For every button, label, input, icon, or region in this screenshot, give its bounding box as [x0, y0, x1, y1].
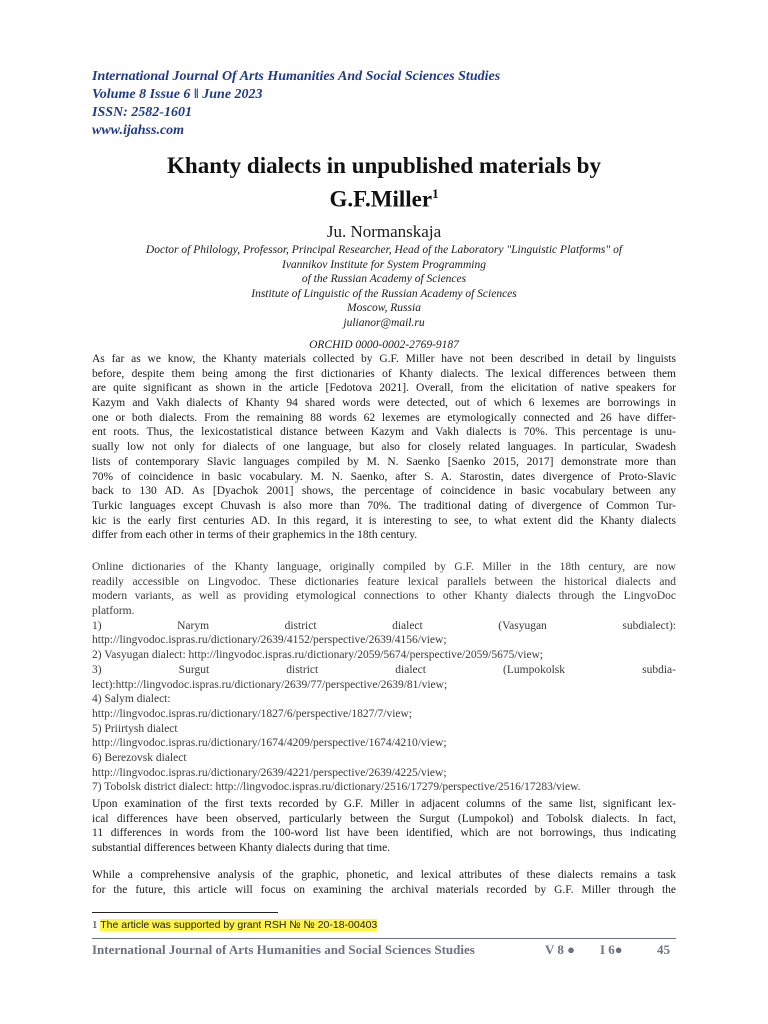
affiliation-line: Doctor of Philology, Professor, Principal Researcher, Head of the Laboratory "Linguistic Platforms" of: [145, 244, 623, 256]
journal-name: International Journal Of Arts Humanities And Social Sciences Studies: [92, 69, 501, 84]
text-line: 11 differences in words from the 100-word list have been identified, which are not borrowings, thus indicating: [92, 827, 676, 840]
footnote-text: The article was supported by grant RSH № № 20-18-00403: [100, 919, 378, 931]
text-line: before, despite them being among the first dictionaries of Khanty dialects. The lexical differences between them: [92, 367, 676, 380]
paragraph-online-dictionaries: [92, 560, 676, 795]
dictionary-link[interactable]: http://lingvodoc.ispras.ru/dictionary/2639/4221/perspective/2639/4225/view;: [92, 766, 447, 779]
text-line: one or both dialects. From the remaining 88 words 62 lexemes are etymologically connected and 26 have differ-: [92, 411, 676, 424]
title-line-2: [92, 180, 676, 214]
text-line: platform.: [92, 605, 135, 618]
author-email[interactable]: julianor@mail.ru: [343, 316, 425, 329]
text-line: substantial differences between Khanty dialects during that time.: [92, 842, 391, 855]
affiliation-line: of the Russian Academy of Sciences: [301, 273, 467, 286]
text-line: kic is the early first centuries AD. In this regard, it is interesting to see, to what extent did the Khanty dialects: [92, 514, 676, 527]
page-footer: [92, 938, 676, 959]
journal-volume: Volume 8 Issue 6 ǁ June 2023: [92, 87, 263, 102]
dictionary-list-item: 1) Narym district dialect (Vasyugan subdialect):: [92, 619, 676, 632]
journal-website[interactable]: www.ijahss.com: [92, 123, 185, 138]
dictionary-list-item[interactable]: 2) Vasyugan dialect: http://lingvodoc.ispras.ru/dictionary/2059/5674/perspective/2059/5675/view;: [92, 649, 544, 662]
title-line-2-text: G.F.Miller: [329, 186, 433, 212]
dictionary-link[interactable]: http://lingvodoc.ispras.ru/dictionary/2639/4152/perspective/2639/4156/view;: [92, 634, 447, 647]
text-line: readily accessible on Lingvodoc. These dictionaries feature lexical parallels between the historical dialects and: [92, 575, 676, 588]
dictionary-list-item[interactable]: 7) Tobolsk district dialect: http://lingvodoc.ispras.ru/dictionary/2516/17279/perspective/2516/17283/view.: [92, 781, 581, 794]
dictionary-list-item: 4) Salym dialect:: [92, 693, 171, 706]
dictionary-link[interactable]: http://lingvodoc.ispras.ru/dictionary/1674/4209/perspective/1674/4210/view;: [92, 737, 447, 750]
paragraph-analysis: [92, 868, 676, 897]
affiliation-line: Moscow, Russia: [347, 302, 421, 315]
page-number: 45: [657, 942, 670, 957]
paragraph-examination: [92, 797, 676, 856]
footer-issue: I 6●: [600, 942, 623, 957]
affiliation-line: Ivannikov Institute for System Programming: [282, 258, 486, 271]
dictionary-list-item: 5) Priirtysh dialect: [92, 722, 178, 735]
footnote-number: 1: [92, 919, 98, 931]
text-line: ent roots. Thus, the lexicostatistical distance between Kazym and Vakh dialects is 70%. This percentage is unu-: [92, 426, 676, 439]
article-title: [92, 152, 676, 214]
dictionary-list-item: 3) Surgut district dialect (Lumpokolsk subdia-: [92, 663, 676, 676]
text-line: differ from each other in terms of their graphemics in the 18th century.: [92, 529, 418, 542]
footnote-marker[interactable]: 1: [432, 186, 439, 201]
dictionary-link[interactable]: http://lingvodoc.ispras.ru/dictionary/1827/6/perspective/1827/7/view;: [92, 707, 413, 720]
footer-volume: V 8 ●: [545, 942, 576, 957]
journal-header: [92, 68, 692, 140]
text-line: modern variants, as well as providing etymological connections to other Khanty dialects through the LingvoDoc: [92, 590, 676, 603]
text-line: Online dictionaries of the Khanty language, originally compiled by G.F. Miller in the 18th century, are now: [92, 561, 676, 573]
title-line-1: Khanty dialects in unpublished materials by: [167, 153, 601, 178]
text-line: Upon examination of the first texts recorded by G.F. Miller in adjacent columns of the same list, significant lex-: [92, 798, 676, 810]
paragraph-intro: [92, 352, 676, 543]
text-line: lists of contemporary Slavic languages compiled by M. N. Saenko [Saenko 2015, 2017] demonstrate more than: [92, 455, 676, 468]
dictionary-link[interactable]: lect):http://lingvodoc.ispras.ru/dictionary/2639/77/perspective/2639/81/view;: [92, 678, 448, 691]
affiliation-line: Institute of Linguistic of the Russian Academy of Sciences: [251, 287, 517, 300]
author-name: Ju. Normanskaja: [326, 222, 442, 241]
text-line: Kazym and Vakh dialects of Khanty 94 shared words were detected, out of which 6 lexemes are borrowings in: [92, 397, 676, 410]
text-line: sually low not only for dialects of one language, but also for closely related languages. In particular, Swadesh: [92, 441, 676, 454]
text-line: back to 130 AD. As [Dyachok 2001] shows, the percentage of coincidence in basic vocabulary between any: [92, 485, 676, 498]
journal-issn: ISSN: 2582-1601: [92, 105, 192, 120]
orcid-id: ORCHID 0000-0002-2769-9187: [309, 339, 459, 351]
dictionary-list-item: 6) Berezovsk dialect: [92, 751, 187, 764]
footnote-divider: [92, 912, 278, 913]
text-line: Turkic languages except Chuvash is also more than 70%. The traditional dating of divergence of Common Tur-: [92, 499, 676, 512]
text-line: are quite significant as shown in the article [Fedotova 2021]. Overall, from the elicitation of native speakers for: [92, 382, 676, 395]
footnote: [92, 918, 377, 932]
text-line: While a comprehensive analysis of the graphic, phonetic, and lexical attributes of these dialects remains a task: [92, 869, 676, 881]
text-line: ical differences have been observed, particularly between the Surgut (Lumpokol) and Tobolsk dialects. In fact,: [92, 812, 676, 825]
author-affiliation: [92, 243, 676, 331]
footer-journal-name: International Journal of Arts Humanities and Social Sciences Studies: [92, 942, 475, 957]
text-line: 70% of coincidence in basic vocabulary. M. N. Saenko, after S. A. Starostin, dates divergence of Proto-Slavic: [92, 470, 676, 483]
text-line: As far as we know, the Khanty materials collected by G.F. Miller have not been described in detail by linguists: [92, 353, 676, 365]
text-line: for the future, this article will focus on examining the archival materials recorded by G.F. Miller through the: [92, 883, 676, 896]
